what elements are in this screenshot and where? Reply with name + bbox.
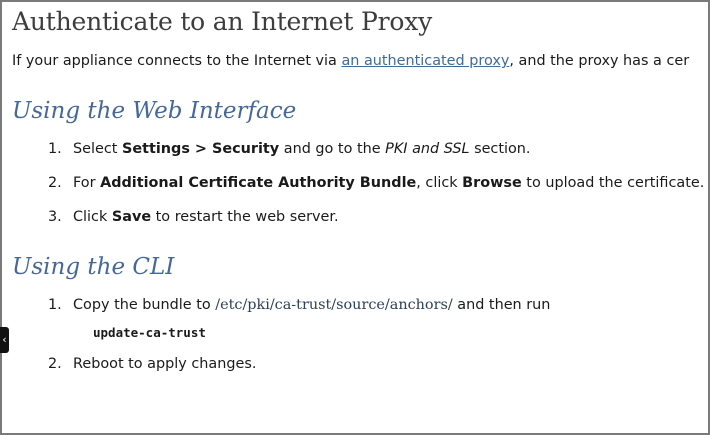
step-section-name: PKI and SSL — [385, 141, 470, 157]
step-text: Copy the bundle to — [73, 297, 216, 313]
step-text: , click — [416, 175, 463, 191]
list-item — [12, 173, 710, 193]
step-number: 2. — [48, 356, 62, 372]
intro-paragraph — [12, 51, 710, 71]
intro-text-before: If your appliance connects to the Internet via — [12, 53, 342, 69]
collapse-sidebar-handle[interactable] — [0, 327, 9, 353]
step-text: Select — [73, 141, 122, 157]
command-code: update-ca-trust — [93, 325, 206, 340]
step-text: Reboot to apply changes. — [73, 356, 257, 372]
list-item — [12, 354, 710, 374]
list-item — [12, 295, 710, 342]
step-ui-term: Additional Certificate Authority Bundle — [100, 175, 417, 191]
directory-path: /etc/pki/ca-trust/source/anchors/ — [215, 297, 453, 313]
step-text: For — [73, 175, 101, 191]
step-text: Click — [73, 209, 112, 225]
step-text: to upload the certificate. — [521, 175, 705, 191]
document-content — [12, 2, 710, 374]
step-text: and then run — [452, 297, 551, 313]
step-text: to restart the web server. — [151, 209, 339, 225]
section-heading-web-interface: Using the Web Interface — [12, 98, 297, 124]
step-ui-term: Browse — [462, 175, 522, 191]
step-number: 1. — [48, 297, 62, 313]
step-number: 2. — [48, 175, 62, 191]
authenticated-proxy-link[interactable]: an authenticated proxy — [341, 53, 510, 69]
step-text: section. — [469, 141, 531, 157]
cli-steps — [12, 295, 710, 374]
page-title: Authenticate to an Internet Proxy — [12, 7, 433, 36]
step-text: and go to the — [279, 141, 386, 157]
web-interface-steps — [12, 139, 710, 227]
step-number: 1. — [48, 141, 62, 157]
chevron-left-icon: ‹ — [2, 333, 7, 346]
step-number: 3. — [48, 209, 62, 225]
list-item — [12, 207, 710, 227]
list-item — [12, 139, 710, 159]
intro-text-after: , and the proxy has a cer — [509, 53, 690, 69]
step-ui-term: Save — [111, 209, 152, 225]
section-heading-cli: Using the CLI — [12, 254, 175, 280]
step-ui-term: Settings > Security — [121, 141, 280, 157]
